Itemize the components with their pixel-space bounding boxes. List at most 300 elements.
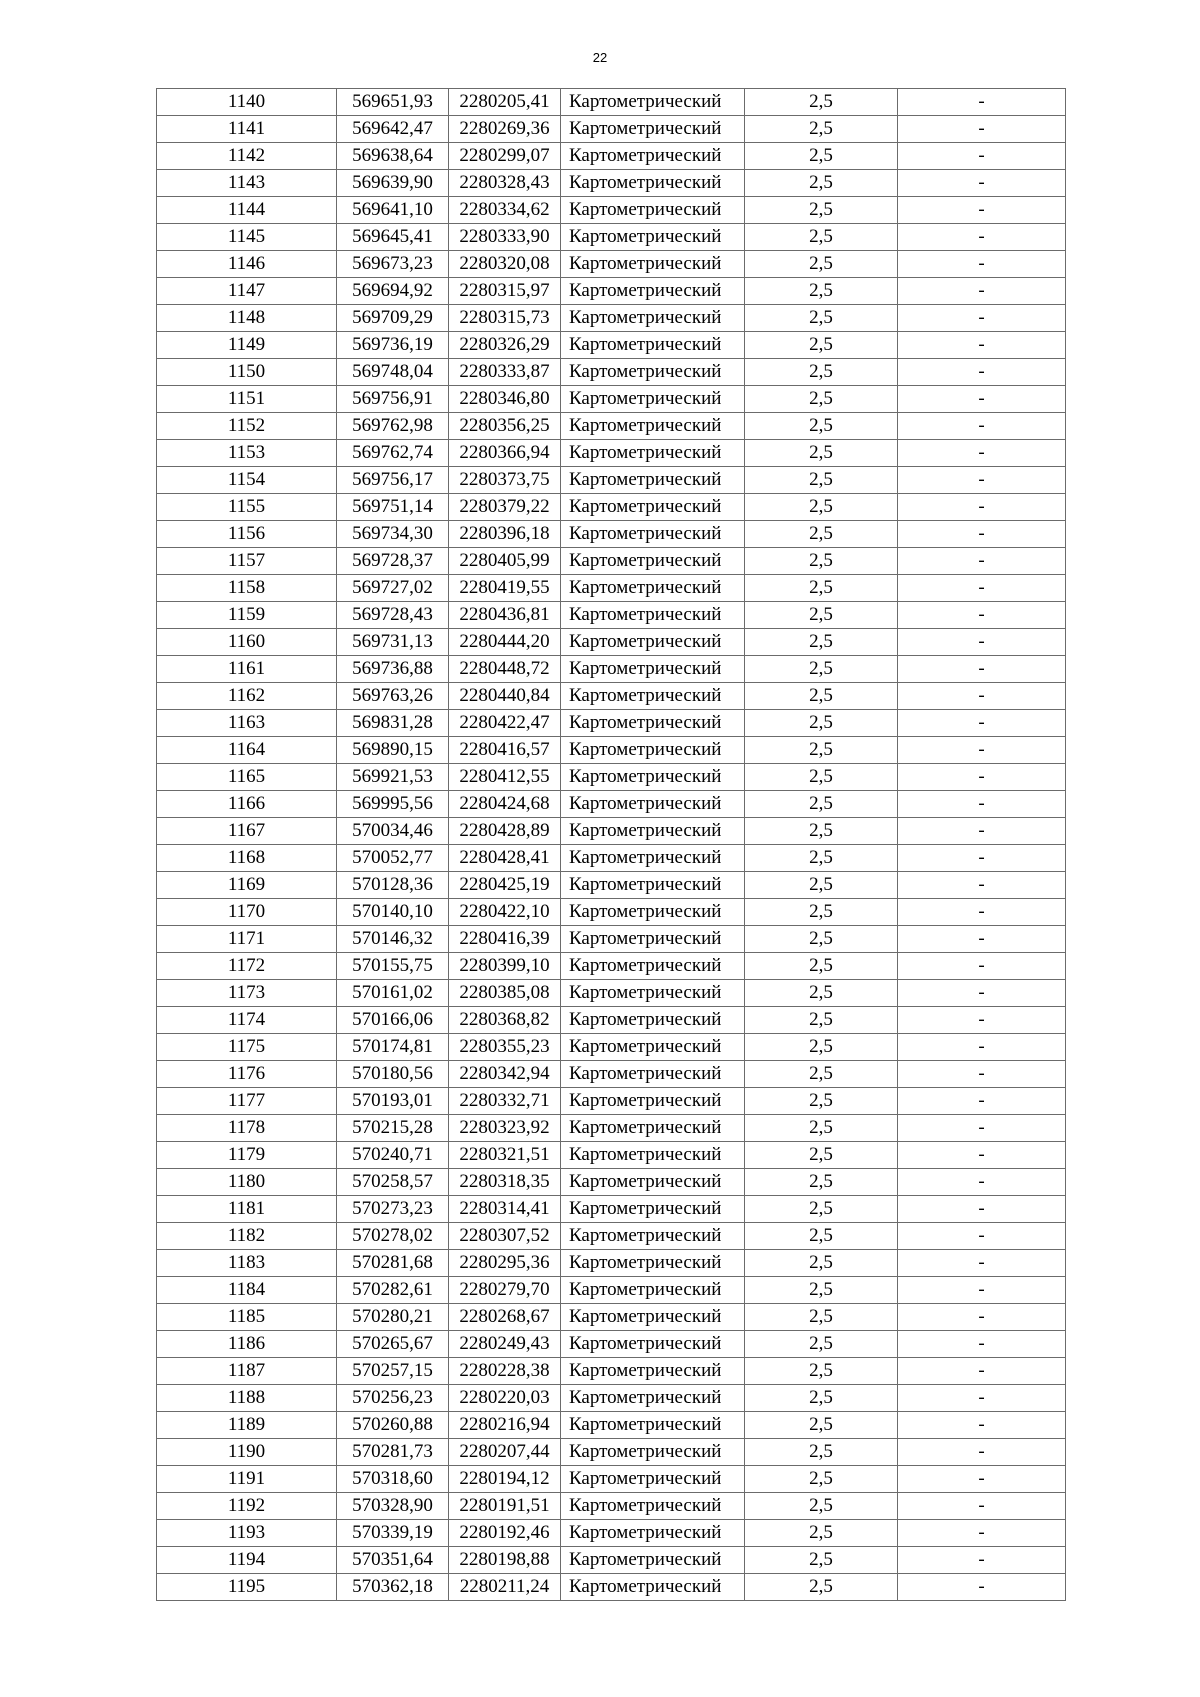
y-coordinate-cell: 2280419,55 — [449, 575, 561, 602]
method-cell: Картометрический — [561, 1412, 745, 1439]
accuracy-cell: 2,5 — [745, 278, 898, 305]
method-cell: Картометрический — [561, 116, 745, 143]
accuracy-cell: 2,5 — [745, 1223, 898, 1250]
accuracy-cell: 2,5 — [745, 953, 898, 980]
point-number-cell: 1160 — [157, 629, 337, 656]
y-coordinate-cell: 2280379,22 — [449, 494, 561, 521]
point-number-cell: 1146 — [157, 251, 337, 278]
method-cell: Картометрический — [561, 1169, 745, 1196]
x-coordinate-cell: 570339,19 — [337, 1520, 449, 1547]
note-cell: - — [898, 359, 1066, 386]
point-number-cell: 1140 — [157, 89, 337, 116]
x-coordinate-cell: 569921,53 — [337, 764, 449, 791]
y-coordinate-cell: 2280220,03 — [449, 1385, 561, 1412]
point-number-cell: 1156 — [157, 521, 337, 548]
method-cell: Картометрический — [561, 872, 745, 899]
method-cell: Картометрический — [561, 1223, 745, 1250]
table-row — [157, 953, 1066, 980]
point-number-cell: 1194 — [157, 1547, 337, 1574]
x-coordinate-cell: 569748,04 — [337, 359, 449, 386]
table-row — [157, 1007, 1066, 1034]
y-coordinate-cell: 2280332,71 — [449, 1088, 561, 1115]
method-cell: Картометрический — [561, 1196, 745, 1223]
y-coordinate-cell: 2280405,99 — [449, 548, 561, 575]
method-cell: Картометрический — [561, 1061, 745, 1088]
x-coordinate-cell: 570215,28 — [337, 1115, 449, 1142]
point-number-cell: 1159 — [157, 602, 337, 629]
x-coordinate-cell: 569731,13 — [337, 629, 449, 656]
y-coordinate-cell: 2280279,70 — [449, 1277, 561, 1304]
y-coordinate-cell: 2280320,08 — [449, 251, 561, 278]
table-row — [157, 791, 1066, 818]
y-coordinate-cell: 2280207,44 — [449, 1439, 561, 1466]
point-number-cell: 1158 — [157, 575, 337, 602]
note-cell: - — [898, 170, 1066, 197]
method-cell: Картометрический — [561, 413, 745, 440]
method-cell: Картометрический — [561, 1142, 745, 1169]
table-row — [157, 1034, 1066, 1061]
x-coordinate-cell: 570328,90 — [337, 1493, 449, 1520]
accuracy-cell: 2,5 — [745, 1385, 898, 1412]
table-row — [157, 1412, 1066, 1439]
point-number-cell: 1168 — [157, 845, 337, 872]
table-row — [157, 1061, 1066, 1088]
table-row — [157, 548, 1066, 575]
x-coordinate-cell: 569736,88 — [337, 656, 449, 683]
note-cell: - — [898, 251, 1066, 278]
note-cell: - — [898, 818, 1066, 845]
point-number-cell: 1192 — [157, 1493, 337, 1520]
note-cell: - — [898, 1061, 1066, 1088]
method-cell: Картометрический — [561, 224, 745, 251]
note-cell: - — [898, 683, 1066, 710]
x-coordinate-cell: 570161,02 — [337, 980, 449, 1007]
accuracy-cell: 2,5 — [745, 359, 898, 386]
x-coordinate-cell: 569762,98 — [337, 413, 449, 440]
point-number-cell: 1149 — [157, 332, 337, 359]
method-cell: Картометрический — [561, 629, 745, 656]
x-coordinate-cell: 569995,56 — [337, 791, 449, 818]
point-number-cell: 1184 — [157, 1277, 337, 1304]
note-cell: - — [898, 629, 1066, 656]
accuracy-cell: 2,5 — [745, 899, 898, 926]
note-cell: - — [898, 602, 1066, 629]
method-cell: Картометрический — [561, 791, 745, 818]
table-row — [157, 845, 1066, 872]
table-row — [157, 575, 1066, 602]
x-coordinate-cell: 570240,71 — [337, 1142, 449, 1169]
table-row — [157, 1115, 1066, 1142]
accuracy-cell: 2,5 — [745, 1115, 898, 1142]
accuracy-cell: 2,5 — [745, 1439, 898, 1466]
y-coordinate-cell: 2280368,82 — [449, 1007, 561, 1034]
y-coordinate-cell: 2280191,51 — [449, 1493, 561, 1520]
note-cell: - — [898, 1007, 1066, 1034]
x-coordinate-cell: 570166,06 — [337, 1007, 449, 1034]
method-cell: Картометрический — [561, 683, 745, 710]
method-cell: Картометрический — [561, 1547, 745, 1574]
method-cell: Картометрический — [561, 1331, 745, 1358]
y-coordinate-cell: 2280366,94 — [449, 440, 561, 467]
y-coordinate-cell: 2280346,80 — [449, 386, 561, 413]
note-cell: - — [898, 980, 1066, 1007]
accuracy-cell: 2,5 — [745, 413, 898, 440]
accuracy-cell: 2,5 — [745, 1331, 898, 1358]
method-cell: Картометрический — [561, 278, 745, 305]
x-coordinate-cell: 569728,37 — [337, 548, 449, 575]
accuracy-cell: 2,5 — [745, 386, 898, 413]
point-number-cell: 1195 — [157, 1574, 337, 1601]
y-coordinate-cell: 2280198,88 — [449, 1547, 561, 1574]
accuracy-cell: 2,5 — [745, 224, 898, 251]
note-cell: - — [898, 710, 1066, 737]
table-row — [157, 980, 1066, 1007]
x-coordinate-cell: 570362,18 — [337, 1574, 449, 1601]
point-number-cell: 1151 — [157, 386, 337, 413]
note-cell: - — [898, 872, 1066, 899]
y-coordinate-cell: 2280333,87 — [449, 359, 561, 386]
x-coordinate-cell: 569762,74 — [337, 440, 449, 467]
accuracy-cell: 2,5 — [745, 1061, 898, 1088]
note-cell: - — [898, 1223, 1066, 1250]
point-number-cell: 1176 — [157, 1061, 337, 1088]
accuracy-cell: 2,5 — [745, 656, 898, 683]
x-coordinate-cell: 570193,01 — [337, 1088, 449, 1115]
method-cell: Картометрический — [561, 1439, 745, 1466]
table-row — [157, 89, 1066, 116]
point-number-cell: 1172 — [157, 953, 337, 980]
point-number-cell: 1182 — [157, 1223, 337, 1250]
table-row — [157, 683, 1066, 710]
x-coordinate-cell: 570034,46 — [337, 818, 449, 845]
method-cell: Картометрический — [561, 521, 745, 548]
accuracy-cell: 2,5 — [745, 845, 898, 872]
y-coordinate-cell: 2280342,94 — [449, 1061, 561, 1088]
note-cell: - — [898, 1277, 1066, 1304]
note-cell: - — [898, 575, 1066, 602]
table-row — [157, 1088, 1066, 1115]
x-coordinate-cell: 569709,29 — [337, 305, 449, 332]
accuracy-cell: 2,5 — [745, 737, 898, 764]
table-row — [157, 386, 1066, 413]
coordinates-table — [156, 88, 1066, 1601]
x-coordinate-cell: 570278,02 — [337, 1223, 449, 1250]
note-cell: - — [898, 737, 1066, 764]
note-cell: - — [898, 1520, 1066, 1547]
point-number-cell: 1167 — [157, 818, 337, 845]
table-row — [157, 494, 1066, 521]
y-coordinate-cell: 2280428,41 — [449, 845, 561, 872]
method-cell: Картометрический — [561, 332, 745, 359]
x-coordinate-cell: 570260,88 — [337, 1412, 449, 1439]
accuracy-cell: 2,5 — [745, 1088, 898, 1115]
point-number-cell: 1187 — [157, 1358, 337, 1385]
y-coordinate-cell: 2280228,38 — [449, 1358, 561, 1385]
accuracy-cell: 2,5 — [745, 170, 898, 197]
table-row — [157, 1439, 1066, 1466]
note-cell: - — [898, 1412, 1066, 1439]
y-coordinate-cell: 2280428,89 — [449, 818, 561, 845]
accuracy-cell: 2,5 — [745, 143, 898, 170]
x-coordinate-cell: 570282,61 — [337, 1277, 449, 1304]
y-coordinate-cell: 2280318,35 — [449, 1169, 561, 1196]
y-coordinate-cell: 2280333,90 — [449, 224, 561, 251]
x-coordinate-cell: 570155,75 — [337, 953, 449, 980]
point-number-cell: 1174 — [157, 1007, 337, 1034]
x-coordinate-cell: 569728,43 — [337, 602, 449, 629]
table-row — [157, 818, 1066, 845]
method-cell: Картометрический — [561, 1304, 745, 1331]
note-cell: - — [898, 1574, 1066, 1601]
table-row — [157, 602, 1066, 629]
y-coordinate-cell: 2280416,57 — [449, 737, 561, 764]
point-number-cell: 1153 — [157, 440, 337, 467]
y-coordinate-cell: 2280424,68 — [449, 791, 561, 818]
method-cell: Картометрический — [561, 1088, 745, 1115]
table-row — [157, 1196, 1066, 1223]
method-cell: Картометрический — [561, 359, 745, 386]
note-cell: - — [898, 1304, 1066, 1331]
y-coordinate-cell: 2280321,51 — [449, 1142, 561, 1169]
table-row — [157, 359, 1066, 386]
method-cell: Картометрический — [561, 953, 745, 980]
y-coordinate-cell: 2280268,67 — [449, 1304, 561, 1331]
note-cell: - — [898, 1169, 1066, 1196]
x-coordinate-cell: 569763,26 — [337, 683, 449, 710]
accuracy-cell: 2,5 — [745, 116, 898, 143]
accuracy-cell: 2,5 — [745, 1142, 898, 1169]
x-coordinate-cell: 570257,15 — [337, 1358, 449, 1385]
table-row — [157, 710, 1066, 737]
x-coordinate-cell: 570146,32 — [337, 926, 449, 953]
accuracy-cell: 2,5 — [745, 683, 898, 710]
table-row — [157, 413, 1066, 440]
point-number-cell: 1175 — [157, 1034, 337, 1061]
accuracy-cell: 2,5 — [745, 305, 898, 332]
note-cell: - — [898, 440, 1066, 467]
method-cell: Картометрический — [561, 980, 745, 1007]
table-row — [157, 1223, 1066, 1250]
x-coordinate-cell: 570281,73 — [337, 1439, 449, 1466]
accuracy-cell: 2,5 — [745, 1034, 898, 1061]
point-number-cell: 1144 — [157, 197, 337, 224]
point-number-cell: 1166 — [157, 791, 337, 818]
y-coordinate-cell: 2280205,41 — [449, 89, 561, 116]
y-coordinate-cell: 2280216,94 — [449, 1412, 561, 1439]
method-cell: Картометрический — [561, 710, 745, 737]
table-row — [157, 1574, 1066, 1601]
method-cell: Картометрический — [561, 1466, 745, 1493]
y-coordinate-cell: 2280328,43 — [449, 170, 561, 197]
table-row — [157, 332, 1066, 359]
note-cell: - — [898, 1385, 1066, 1412]
method-cell: Картометрический — [561, 170, 745, 197]
note-cell: - — [898, 521, 1066, 548]
accuracy-cell: 2,5 — [745, 1493, 898, 1520]
x-coordinate-cell: 569734,30 — [337, 521, 449, 548]
point-number-cell: 1180 — [157, 1169, 337, 1196]
note-cell: - — [898, 1115, 1066, 1142]
table-row — [157, 1169, 1066, 1196]
y-coordinate-cell: 2280399,10 — [449, 953, 561, 980]
point-number-cell: 1148 — [157, 305, 337, 332]
y-coordinate-cell: 2280295,36 — [449, 1250, 561, 1277]
x-coordinate-cell: 569651,93 — [337, 89, 449, 116]
accuracy-cell: 2,5 — [745, 791, 898, 818]
accuracy-cell: 2,5 — [745, 197, 898, 224]
y-coordinate-cell: 2280249,43 — [449, 1331, 561, 1358]
point-number-cell: 1170 — [157, 899, 337, 926]
table-row — [157, 1142, 1066, 1169]
y-coordinate-cell: 2280425,19 — [449, 872, 561, 899]
y-coordinate-cell: 2280323,92 — [449, 1115, 561, 1142]
accuracy-cell: 2,5 — [745, 1547, 898, 1574]
note-cell: - — [898, 89, 1066, 116]
accuracy-cell: 2,5 — [745, 1277, 898, 1304]
point-number-cell: 1163 — [157, 710, 337, 737]
note-cell: - — [898, 1034, 1066, 1061]
method-cell: Картометрический — [561, 440, 745, 467]
x-coordinate-cell: 569642,47 — [337, 116, 449, 143]
note-cell: - — [898, 1331, 1066, 1358]
x-coordinate-cell: 569694,92 — [337, 278, 449, 305]
accuracy-cell: 2,5 — [745, 764, 898, 791]
point-number-cell: 1165 — [157, 764, 337, 791]
method-cell: Картометрический — [561, 1007, 745, 1034]
point-number-cell: 1169 — [157, 872, 337, 899]
point-number-cell: 1188 — [157, 1385, 337, 1412]
note-cell: - — [898, 278, 1066, 305]
x-coordinate-cell: 570256,23 — [337, 1385, 449, 1412]
method-cell: Картометрический — [561, 575, 745, 602]
y-coordinate-cell: 2280315,73 — [449, 305, 561, 332]
note-cell: - — [898, 548, 1066, 575]
point-number-cell: 1143 — [157, 170, 337, 197]
y-coordinate-cell: 2280440,84 — [449, 683, 561, 710]
method-cell: Картометрический — [561, 656, 745, 683]
table-row — [157, 899, 1066, 926]
point-number-cell: 1189 — [157, 1412, 337, 1439]
method-cell: Картометрический — [561, 845, 745, 872]
method-cell: Картометрический — [561, 386, 745, 413]
method-cell: Картометрический — [561, 251, 745, 278]
table-row — [157, 1520, 1066, 1547]
note-cell: - — [898, 224, 1066, 251]
table-row — [157, 224, 1066, 251]
point-number-cell: 1145 — [157, 224, 337, 251]
coordinates-table-body — [157, 89, 1066, 1601]
y-coordinate-cell: 2280355,23 — [449, 1034, 561, 1061]
page-number: 22 — [592, 50, 608, 65]
note-cell: - — [898, 116, 1066, 143]
table-row — [157, 872, 1066, 899]
method-cell: Картометрический — [561, 1385, 745, 1412]
note-cell: - — [898, 845, 1066, 872]
accuracy-cell: 2,5 — [745, 494, 898, 521]
note-cell: - — [898, 197, 1066, 224]
accuracy-cell: 2,5 — [745, 1412, 898, 1439]
accuracy-cell: 2,5 — [745, 521, 898, 548]
accuracy-cell: 2,5 — [745, 926, 898, 953]
table-row — [157, 1358, 1066, 1385]
accuracy-cell: 2,5 — [745, 467, 898, 494]
note-cell: - — [898, 1088, 1066, 1115]
x-coordinate-cell: 570258,57 — [337, 1169, 449, 1196]
note-cell: - — [898, 143, 1066, 170]
y-coordinate-cell: 2280192,46 — [449, 1520, 561, 1547]
point-number-cell: 1190 — [157, 1439, 337, 1466]
accuracy-cell: 2,5 — [745, 1574, 898, 1601]
y-coordinate-cell: 2280385,08 — [449, 980, 561, 1007]
x-coordinate-cell: 570174,81 — [337, 1034, 449, 1061]
method-cell: Картометрический — [561, 494, 745, 521]
method-cell: Картометрический — [561, 764, 745, 791]
note-cell: - — [898, 953, 1066, 980]
note-cell: - — [898, 764, 1066, 791]
accuracy-cell: 2,5 — [745, 1358, 898, 1385]
x-coordinate-cell: 570265,67 — [337, 1331, 449, 1358]
method-cell: Картометрический — [561, 1277, 745, 1304]
method-cell: Картометрический — [561, 143, 745, 170]
table-row — [157, 1304, 1066, 1331]
y-coordinate-cell: 2280356,25 — [449, 413, 561, 440]
x-coordinate-cell: 570318,60 — [337, 1466, 449, 1493]
x-coordinate-cell: 569645,41 — [337, 224, 449, 251]
method-cell: Картометрический — [561, 305, 745, 332]
table-row — [157, 116, 1066, 143]
y-coordinate-cell: 2280416,39 — [449, 926, 561, 953]
note-cell: - — [898, 1466, 1066, 1493]
method-cell: Картометрический — [561, 467, 745, 494]
accuracy-cell: 2,5 — [745, 1169, 898, 1196]
point-number-cell: 1150 — [157, 359, 337, 386]
x-coordinate-cell: 569673,23 — [337, 251, 449, 278]
method-cell: Картометрический — [561, 818, 745, 845]
note-cell: - — [898, 899, 1066, 926]
method-cell: Картометрический — [561, 602, 745, 629]
x-coordinate-cell: 570281,68 — [337, 1250, 449, 1277]
point-number-cell: 1183 — [157, 1250, 337, 1277]
accuracy-cell: 2,5 — [745, 980, 898, 1007]
point-number-cell: 1157 — [157, 548, 337, 575]
y-coordinate-cell: 2280396,18 — [449, 521, 561, 548]
y-coordinate-cell: 2280444,20 — [449, 629, 561, 656]
accuracy-cell: 2,5 — [745, 629, 898, 656]
point-number-cell: 1154 — [157, 467, 337, 494]
method-cell: Картометрический — [561, 926, 745, 953]
note-cell: - — [898, 413, 1066, 440]
table-row — [157, 251, 1066, 278]
y-coordinate-cell: 2280314,41 — [449, 1196, 561, 1223]
method-cell: Картометрический — [561, 1358, 745, 1385]
table-row — [157, 656, 1066, 683]
method-cell: Картометрический — [561, 89, 745, 116]
point-number-cell: 1173 — [157, 980, 337, 1007]
x-coordinate-cell: 570180,56 — [337, 1061, 449, 1088]
x-coordinate-cell: 569890,15 — [337, 737, 449, 764]
x-coordinate-cell: 569831,28 — [337, 710, 449, 737]
x-coordinate-cell: 569736,19 — [337, 332, 449, 359]
y-coordinate-cell: 2280334,62 — [449, 197, 561, 224]
note-cell: - — [898, 1250, 1066, 1277]
accuracy-cell: 2,5 — [745, 602, 898, 629]
table-row — [157, 764, 1066, 791]
method-cell: Картометрический — [561, 899, 745, 926]
x-coordinate-cell: 570140,10 — [337, 899, 449, 926]
y-coordinate-cell: 2280299,07 — [449, 143, 561, 170]
x-coordinate-cell: 570273,23 — [337, 1196, 449, 1223]
note-cell: - — [898, 926, 1066, 953]
